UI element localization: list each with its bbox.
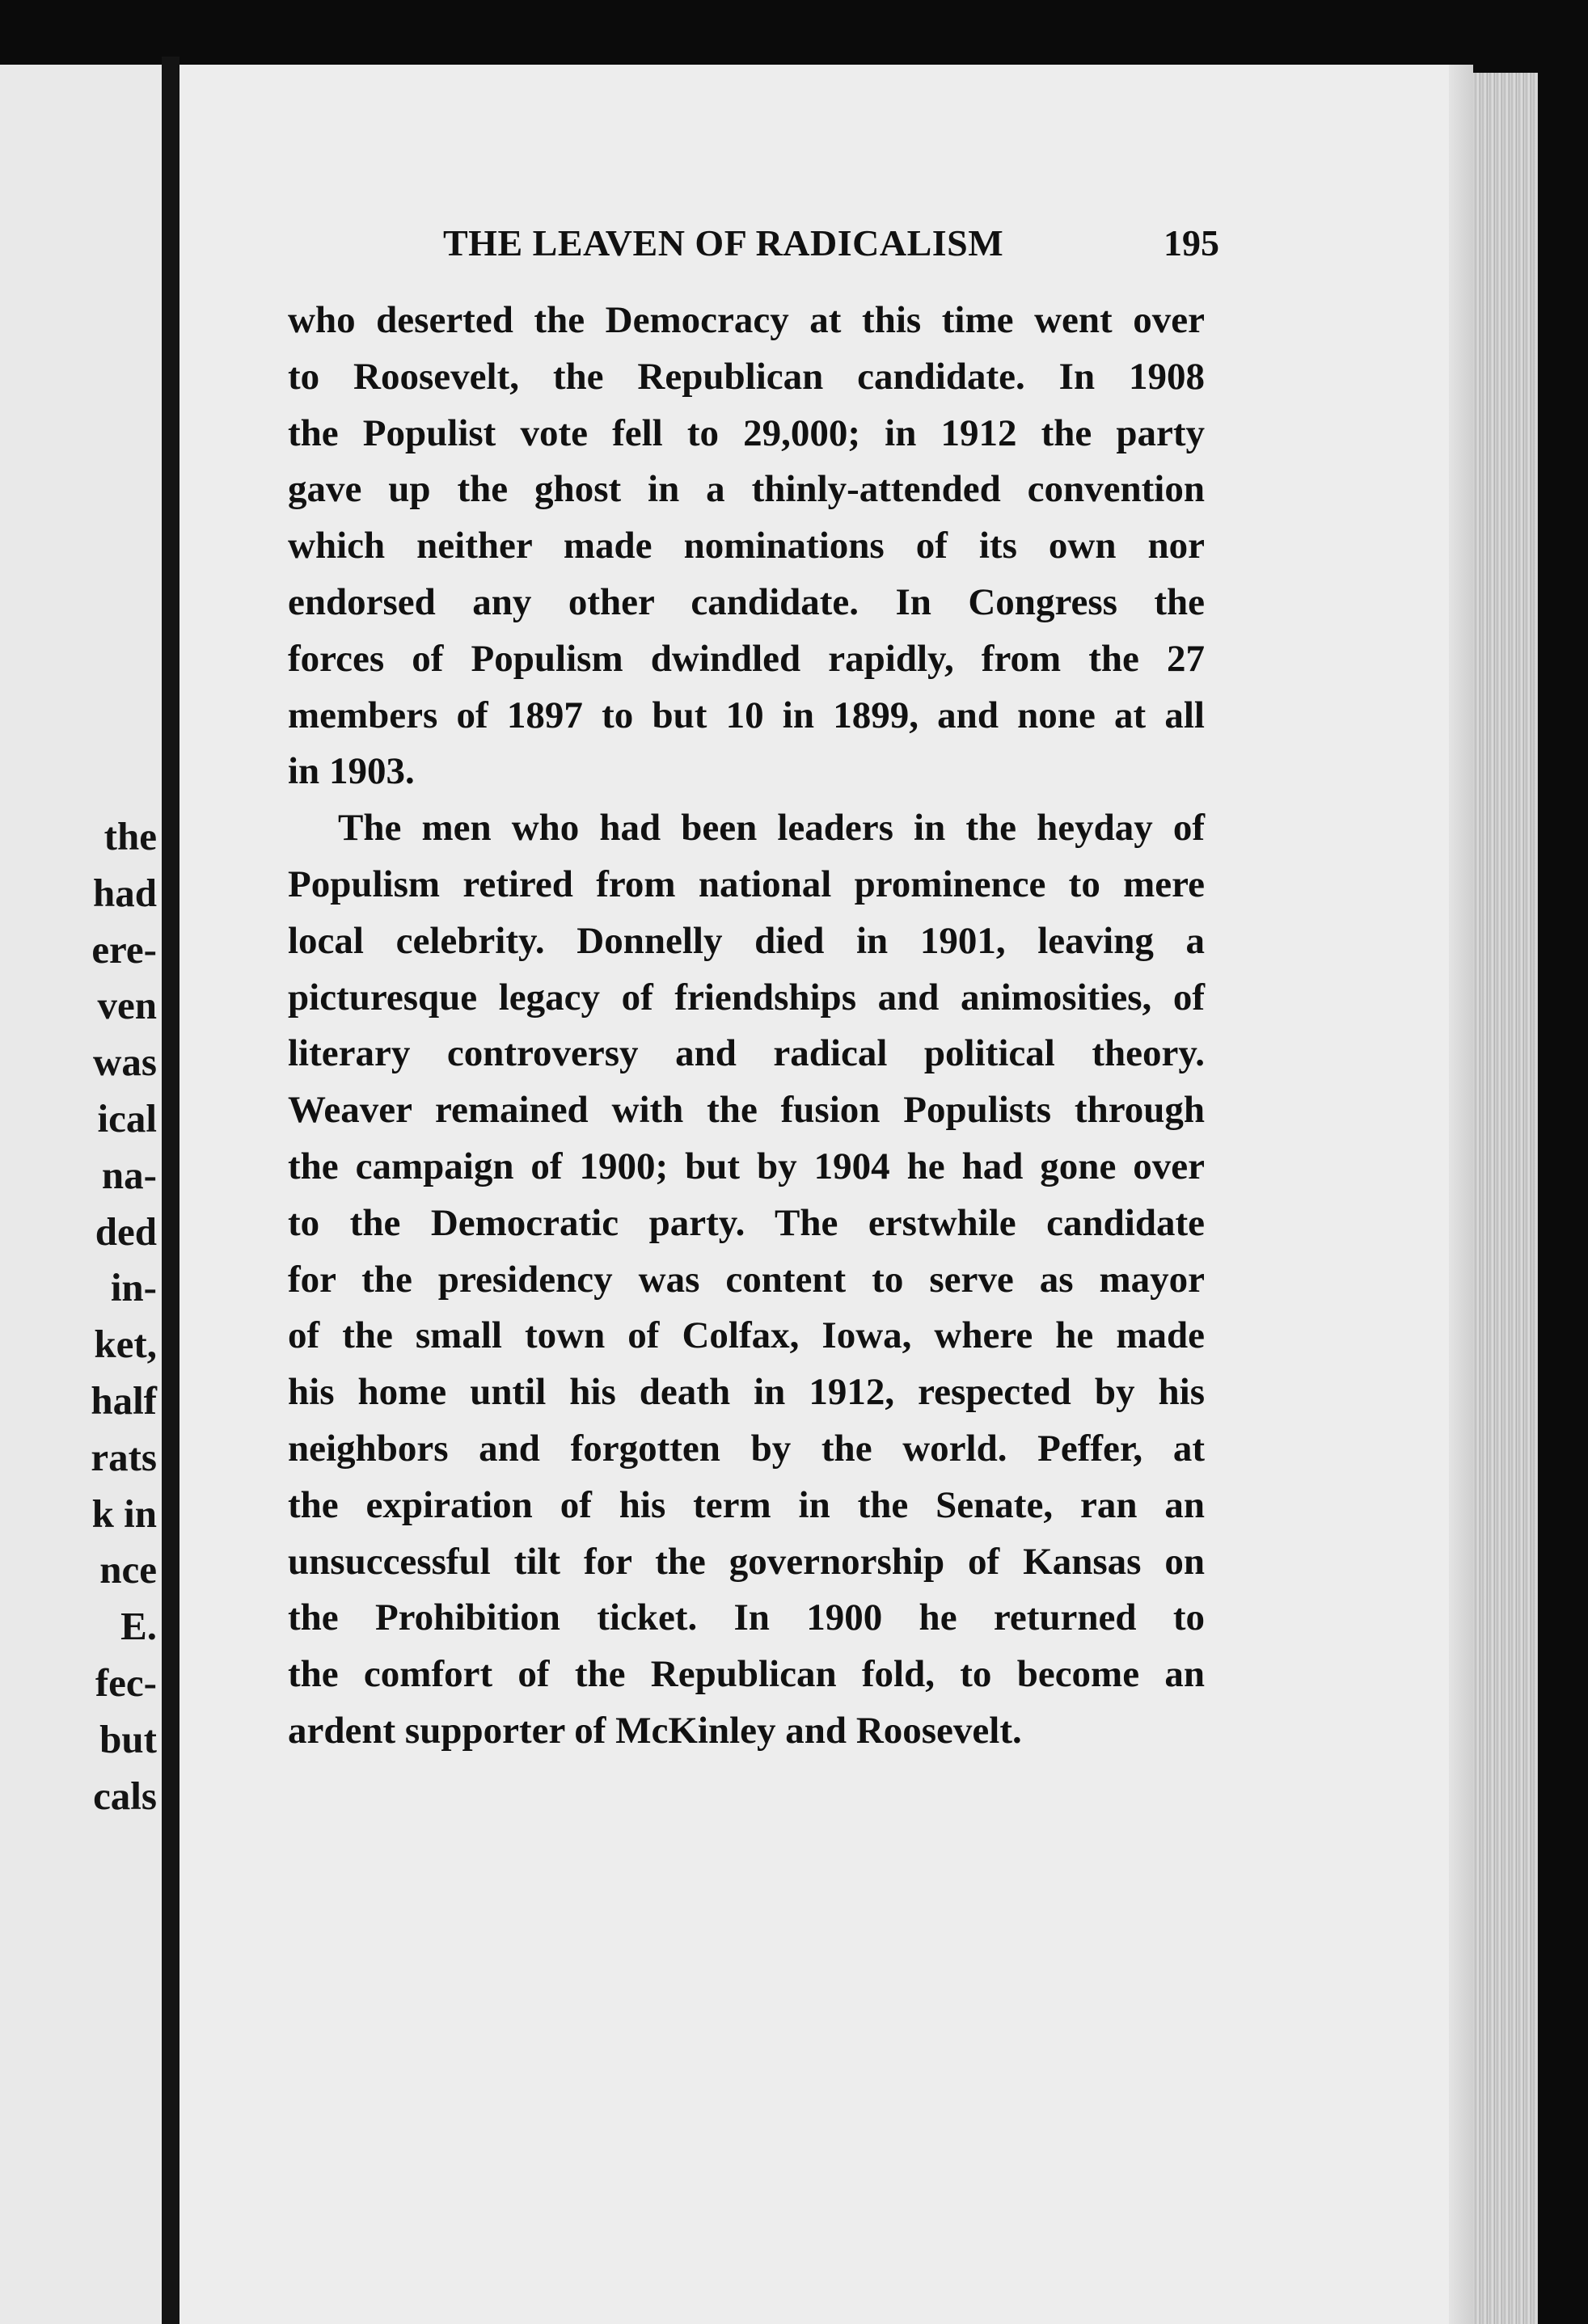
- text-line: who deserted the Democracy at this time went over: [288, 299, 1205, 341]
- text-line: local celebrity. Donnelly died in 1901, leaving a: [288, 919, 1205, 962]
- text-line: neighbors and forgotten by the world. Peffer, at: [288, 1427, 1205, 1470]
- book-gutter: [162, 57, 179, 2324]
- text-line: of the small town of Colfax, Iowa, where he made: [288, 1314, 1205, 1357]
- page-edges: [1473, 73, 1538, 2324]
- text-line: the Prohibition ticket. In 1900 he returned to: [288, 1596, 1205, 1639]
- left-fragment: ket,: [94, 1322, 157, 1367]
- text-line: the campaign of 1900; but by 1904 he had gone over: [288, 1145, 1205, 1187]
- left-fragment: ere-: [91, 926, 157, 972]
- running-head-title: THE LEAVEN OF RADICALISM: [443, 222, 1004, 264]
- text-line: Populism retired from national prominence to mere: [288, 863, 1205, 905]
- left-fragment: the: [103, 814, 157, 858]
- text-line: the expiration of his term in the Senate, ran an: [288, 1483, 1205, 1526]
- text-line: to Roosevelt, the Republican candidate. In 1908: [288, 355, 1205, 398]
- text-line: endorsed any other candidate. In Congress the: [288, 580, 1205, 623]
- text-line: gave up the ghost in a thinly-attended convention: [288, 468, 1205, 511]
- left-fragment: half: [91, 1377, 157, 1423]
- left-fragment: cals: [93, 1773, 157, 1818]
- paragraph: [288, 293, 1205, 800]
- text-line: picturesque legacy of friendships and animosities, of: [288, 976, 1205, 1019]
- text-line: for the presidency was content to serve as mayor: [288, 1258, 1205, 1301]
- text-line: the comfort of the Republican fold, to become an: [288, 1653, 1205, 1696]
- left-fragment: na-: [101, 1152, 157, 1197]
- scan-background-right: [1538, 0, 1588, 2324]
- text-line: ardent supporter of McKinley and Roosevelt.: [288, 1709, 1022, 1752]
- left-fragment: ical: [97, 1095, 157, 1141]
- left-facing-page: [0, 65, 162, 2324]
- text-line: which neither made nominations of its own nor: [288, 525, 1205, 567]
- text-line: The men who had been leaders in the heyday of: [338, 807, 1205, 850]
- body-text: [288, 293, 1205, 1760]
- left-fragment: ven: [97, 983, 157, 1028]
- left-fragment: ded: [95, 1208, 157, 1254]
- page-number: 195: [1164, 222, 1219, 264]
- left-fragment: but: [99, 1716, 157, 1761]
- left-fragment: k in: [91, 1491, 157, 1536]
- paragraph: [288, 800, 1205, 1760]
- left-fragment: in-: [110, 1265, 157, 1310]
- text-line: unsuccessful tilt for the governorship of Kansas on: [288, 1540, 1205, 1583]
- left-fragment: fec-: [95, 1660, 157, 1705]
- text-line: members of 1897 to but 10 in 1899, and none at all: [288, 694, 1205, 736]
- left-page-text-fragments: [3, 808, 157, 1824]
- text-line: Weaver remained with the fusion Populists through: [288, 1089, 1205, 1132]
- text-line: to the Democratic party. The erstwhile candidate: [288, 1201, 1205, 1244]
- text-line: the Populist vote fell to 29,000; in 1912 the party: [288, 411, 1205, 454]
- left-fragment: had: [92, 870, 157, 915]
- text-line: his home until his death in 1912, respected by his: [288, 1371, 1205, 1414]
- left-fragment: rats: [91, 1434, 157, 1479]
- text-line: forces of Populism dwindled rapidly, from the 27: [288, 637, 1205, 680]
- left-fragment: was: [93, 1040, 157, 1085]
- left-fragment: E.: [120, 1604, 157, 1649]
- left-fragment: nce: [99, 1547, 157, 1592]
- text-line: literary controversy and radical political theory.: [288, 1032, 1205, 1075]
- text-line: in 1903.: [288, 750, 415, 793]
